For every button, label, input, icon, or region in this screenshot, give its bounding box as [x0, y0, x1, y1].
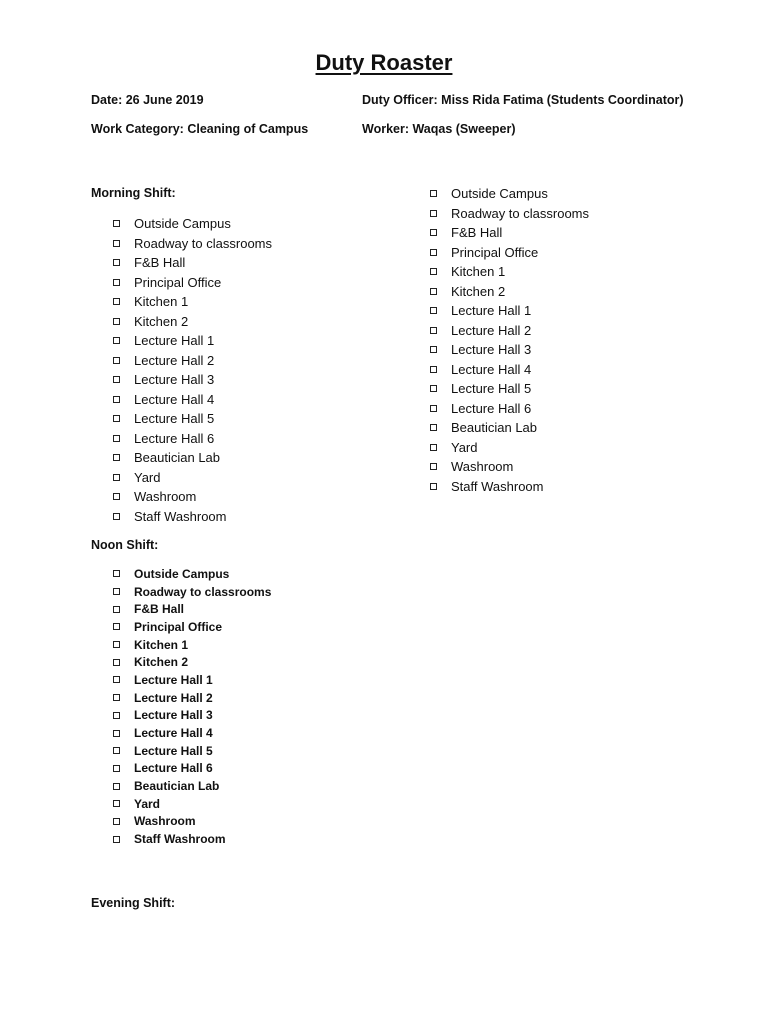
checklist-item-label: Staff Washroom	[134, 832, 226, 847]
checklist-item-label: Kitchen 2	[134, 655, 189, 670]
checkbox[interactable]	[430, 229, 437, 236]
checkbox[interactable]	[113, 454, 120, 461]
checkbox[interactable]	[113, 818, 120, 825]
checkbox[interactable]	[113, 376, 120, 383]
checklist-item-label: Kitchen 2	[134, 313, 189, 329]
checkbox[interactable]	[113, 318, 120, 325]
checklist-item[interactable]	[408, 301, 589, 321]
checkbox[interactable]	[113, 298, 120, 305]
checklist-item-label: Staff Washroom	[134, 508, 227, 524]
checklist-item[interactable]	[91, 253, 272, 273]
checklist-item[interactable]	[91, 409, 272, 429]
checklist-item[interactable]	[91, 390, 272, 410]
checklist-item-label: Washroom	[134, 814, 196, 829]
checkbox[interactable]	[430, 444, 437, 451]
checklist-item[interactable]	[408, 243, 589, 263]
checklist-item-label: Kitchen 1	[134, 294, 189, 310]
checklist-item-label: Kitchen 1	[134, 637, 189, 652]
page-title: Duty Roaster	[315, 50, 453, 75]
checkbox[interactable]	[113, 783, 120, 790]
checklist-item-label: Lecture Hall 1	[134, 333, 215, 349]
checkbox[interactable]	[430, 483, 437, 490]
checklist-item[interactable]	[408, 360, 589, 380]
checkbox[interactable]	[113, 513, 120, 520]
checkbox[interactable]	[430, 288, 437, 295]
checklist-item[interactable]	[91, 429, 272, 449]
checkbox[interactable]	[113, 623, 120, 630]
checkbox[interactable]	[113, 415, 120, 422]
checklist-item-label: Kitchen 2	[451, 283, 506, 299]
checklist-item-label: Roadway to classrooms	[451, 205, 589, 221]
checklist-item[interactable]	[91, 273, 272, 293]
checkbox[interactable]	[430, 424, 437, 431]
checkbox[interactable]	[113, 659, 120, 666]
checkbox[interactable]	[113, 357, 120, 364]
checklist-item-label: Lecture Hall 1	[451, 303, 532, 319]
checklist-item[interactable]	[408, 477, 589, 497]
checklist-item[interactable]	[408, 223, 589, 243]
checklist-item-label: Lecture Hall 2	[134, 690, 213, 705]
checklist-item-label: Lecture Hall 4	[451, 361, 532, 377]
checklist-item[interactable]	[91, 507, 272, 527]
checklist-item[interactable]	[91, 565, 271, 583]
checkbox[interactable]	[430, 210, 437, 217]
checklist-item-label: Beautician Lab	[134, 450, 221, 466]
checkbox[interactable]	[113, 747, 120, 754]
checklist-item[interactable]	[408, 321, 589, 341]
checklist-item[interactable]	[408, 262, 589, 282]
checklist-item-label: Lecture Hall 6	[134, 761, 213, 776]
checklist-item-label: Outside Campus	[134, 566, 230, 581]
checklist-item-label: Lecture Hall 4	[134, 726, 213, 741]
checklist-item-label: Yard	[134, 796, 161, 811]
checklist-item-label: Principal Office	[134, 619, 223, 634]
checklist-item[interactable]	[91, 448, 272, 468]
duty-officer-field: Duty Officer: Miss Rida Fatima (Students Coordinator)	[362, 93, 684, 107]
checkbox[interactable]	[113, 606, 120, 613]
checklist-item[interactable]	[91, 689, 271, 707]
checkbox[interactable]	[113, 570, 120, 577]
checkbox[interactable]	[430, 327, 437, 334]
checklist-item-label: Lecture Hall 5	[134, 411, 215, 427]
checklist-item[interactable]	[91, 636, 271, 654]
checklist-item-label: Lecture Hall 3	[134, 372, 215, 388]
checklist-item[interactable]	[91, 653, 271, 671]
checklist-item-label: Lecture Hall 1	[134, 672, 213, 687]
checklist-item-label: Yard	[134, 469, 161, 485]
checklist-item-label: Principal Office	[134, 274, 222, 290]
work-category-field: Work Category: Cleaning of Campus	[91, 122, 309, 136]
checkbox[interactable]	[113, 396, 120, 403]
checklist-item[interactable]	[408, 399, 589, 419]
checkbox[interactable]	[430, 385, 437, 392]
checkbox[interactable]	[113, 259, 120, 266]
checklist-item[interactable]	[91, 618, 271, 636]
checkbox[interactable]	[113, 493, 120, 500]
checklist-item-label: F&B Hall	[134, 255, 186, 271]
checkbox[interactable]	[113, 694, 120, 701]
checklist-item[interactable]	[408, 379, 589, 399]
evening-shift-heading: Evening Shift:	[91, 896, 176, 910]
checklist-item[interactable]	[408, 418, 589, 438]
checkbox[interactable]	[430, 405, 437, 412]
checklist-item[interactable]	[91, 214, 272, 234]
checklist-item-label: F&B Hall	[451, 225, 503, 241]
checklist-item-label: Washroom	[451, 459, 514, 475]
checkbox[interactable]	[113, 836, 120, 843]
checkbox[interactable]	[113, 220, 120, 227]
checkbox[interactable]	[430, 346, 437, 353]
checklist-item[interactable]	[91, 370, 272, 390]
checklist-item[interactable]	[408, 184, 589, 204]
checklist-item-label: Washroom	[134, 489, 197, 505]
checkbox[interactable]	[430, 463, 437, 470]
checkbox[interactable]	[113, 240, 120, 247]
checkbox[interactable]	[113, 800, 120, 807]
checklist-item[interactable]	[91, 234, 272, 254]
checklist-item[interactable]	[408, 340, 589, 360]
checklist-item[interactable]	[91, 600, 271, 618]
checkbox[interactable]	[430, 307, 437, 314]
checkbox[interactable]	[113, 730, 120, 737]
morning-shift-checklist	[91, 214, 272, 526]
checkbox[interactable]	[113, 474, 120, 481]
checklist-item[interactable]	[91, 351, 272, 371]
checklist-item-label: Lecture Hall 6	[451, 400, 532, 416]
checkbox[interactable]	[113, 588, 120, 595]
checklist-item[interactable]	[91, 331, 272, 351]
checklist-item[interactable]	[408, 282, 589, 302]
checklist-item[interactable]	[91, 468, 272, 488]
checklist-item-label: Lecture Hall 3	[134, 708, 213, 723]
checkbox[interactable]	[113, 279, 120, 286]
checklist-item[interactable]	[91, 830, 271, 848]
checklist-item[interactable]	[91, 760, 271, 778]
checklist-item[interactable]	[91, 724, 271, 742]
checklist-item-label: Roadway to classrooms	[134, 584, 272, 599]
checklist-item-label: Lecture Hall 6	[134, 430, 215, 446]
checkbox[interactable]	[113, 641, 120, 648]
checklist-item-label: Outside Campus	[134, 216, 231, 232]
right-column-checklist	[408, 184, 589, 496]
morning-shift-heading: Morning Shift:	[91, 186, 176, 200]
checklist-item[interactable]	[408, 438, 589, 458]
checklist-item[interactable]	[91, 707, 271, 725]
checklist-item-label: Yard	[451, 439, 478, 455]
checklist-item[interactable]	[91, 312, 272, 332]
checklist-item-label: Lecture Hall 2	[134, 352, 215, 368]
checkbox[interactable]	[113, 712, 120, 719]
date-field: Date: 26 June 2019	[91, 93, 204, 107]
checkbox[interactable]	[113, 337, 120, 344]
checklist-item-label: Staff Washroom	[451, 478, 544, 494]
checkbox[interactable]	[430, 366, 437, 373]
checklist-item[interactable]	[408, 457, 589, 477]
checklist-item[interactable]	[91, 795, 271, 813]
checkbox[interactable]	[430, 190, 437, 197]
checkbox[interactable]	[113, 676, 120, 683]
checklist-item[interactable]	[91, 583, 271, 601]
checklist-item-label: Beautician Lab	[451, 420, 538, 436]
checklist-item[interactable]	[408, 204, 589, 224]
checklist-item-label: Lecture Hall 4	[134, 391, 215, 407]
checklist-item-label: Lecture Hall 2	[451, 322, 532, 338]
checklist-item-label: Roadway to classrooms	[134, 235, 272, 251]
checklist-item-label: Outside Campus	[451, 186, 548, 202]
checkbox[interactable]	[113, 765, 120, 772]
checklist-item-label: F&B Hall	[134, 602, 185, 617]
worker-field: Worker: Waqas (Sweeper)	[362, 122, 516, 136]
checklist-item[interactable]	[91, 742, 271, 760]
checklist-item[interactable]	[91, 487, 272, 507]
checklist-item[interactable]	[91, 671, 271, 689]
checkbox[interactable]	[430, 249, 437, 256]
checklist-item-label: Principal Office	[451, 244, 539, 260]
checkbox[interactable]	[430, 268, 437, 275]
checklist-item[interactable]	[91, 777, 271, 795]
checklist-item-label: Beautician Lab	[134, 779, 220, 794]
noon-shift-heading: Noon Shift:	[91, 538, 159, 552]
checklist-item[interactable]	[91, 813, 271, 831]
noon-shift-checklist	[91, 565, 271, 848]
checkbox[interactable]	[113, 435, 120, 442]
checklist-item-label: Lecture Hall 5	[134, 743, 213, 758]
checklist-item-label: Kitchen 1	[451, 264, 506, 280]
checklist-item-label: Lecture Hall 3	[451, 342, 532, 358]
checklist-item-label: Lecture Hall 5	[451, 381, 532, 397]
checklist-item[interactable]	[91, 292, 272, 312]
